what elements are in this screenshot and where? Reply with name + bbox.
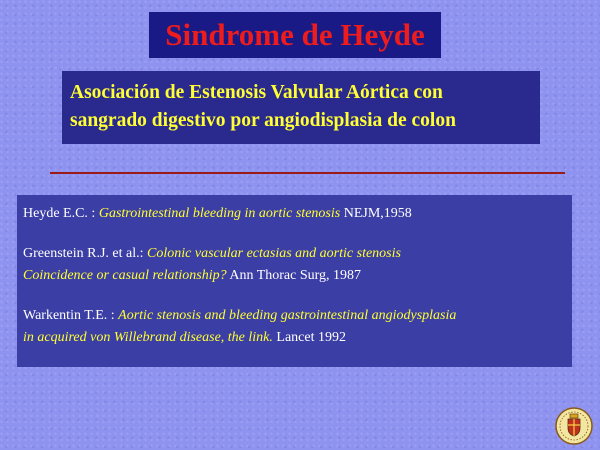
reference-source: Lancet 1992	[272, 330, 346, 345]
slide-title: Sindrome de Heyde	[165, 17, 425, 52]
reference-title-continued: in acquired von Willebrand disease, the link.	[23, 330, 273, 345]
reference-greenstein	[23, 243, 572, 287]
reference-title-continued: Coincidence or casual relationship?	[23, 268, 227, 283]
reference-title: Aortic stenosis and bleeding gastrointestinal angiodysplasia	[118, 308, 457, 323]
references-panel	[17, 195, 572, 367]
subtitle-line-1: Asociación de Estenosis Valvular Aórtica con	[70, 82, 443, 103]
reference-source: NEJM,1958	[340, 206, 412, 221]
reference-author: Heyde E.C. :	[23, 206, 99, 221]
subtitle-banner	[62, 71, 540, 144]
reference-title: Colonic vascular ectasias and aortic stenosis	[147, 246, 401, 261]
reference-author: Warkentin T.E. :	[23, 308, 119, 323]
reference-warkentin	[23, 305, 572, 349]
divider-line	[50, 172, 565, 174]
subtitle-line-2: sangrado digestivo por angiodisplasia de colon	[70, 110, 456, 131]
reference-source: Ann Thorac Surg, 1987	[226, 268, 362, 283]
reference-author: Greenstein R.J. et al.:	[23, 246, 148, 261]
reference-heyde	[23, 203, 572, 225]
title-banner	[149, 12, 441, 58]
university-seal-icon	[555, 407, 593, 445]
reference-title: Gastrointestinal bleeding in aortic stenosis	[98, 206, 341, 221]
